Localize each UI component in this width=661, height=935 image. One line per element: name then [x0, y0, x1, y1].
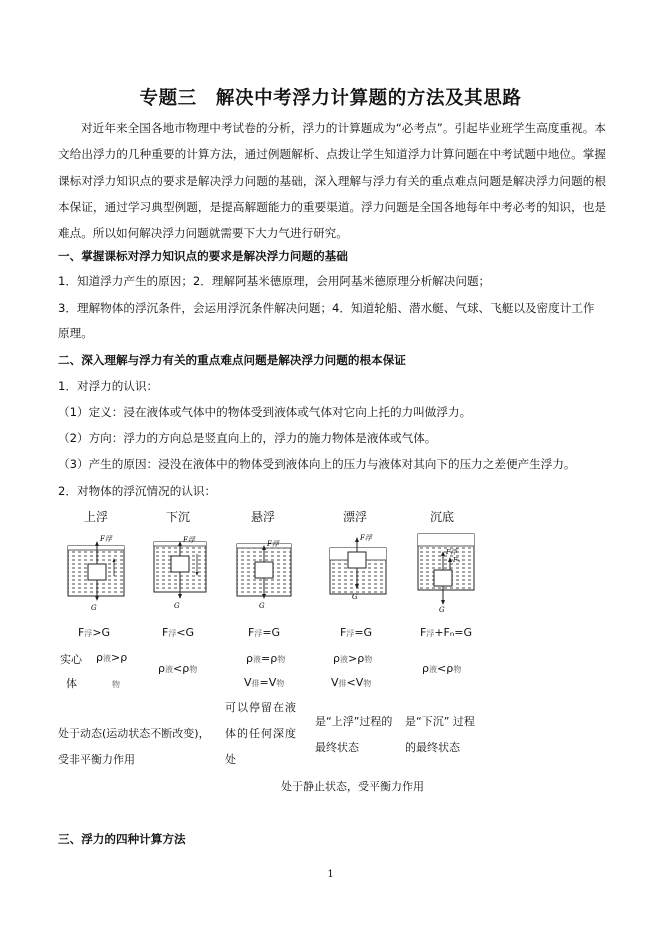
suspend-g-label: G [259, 602, 265, 610]
density-float: ρ液>ρ物 [333, 652, 373, 665]
force-suspend: F浮=G [248, 626, 281, 639]
bottom-g-label: G [439, 606, 445, 612]
section2-item1: 1．对浮力的认识： [58, 379, 159, 393]
volume-suspend: V排=V物 [244, 676, 285, 689]
definition-line: （1）定义：浸在液体或气体中的物体受到液体或气体对它向上托的力叫做浮力。 [58, 405, 472, 419]
float-f-label: F浮 [360, 534, 372, 542]
note-suspend-3: 处 [225, 753, 236, 766]
state-label-suspend: 悬浮 [250, 510, 275, 524]
density-rise: ρ液>ρ [96, 651, 128, 664]
bottom-fn-label: Fₙ [453, 556, 461, 564]
cause-line: （3）产生的原因：浸没在液体中的物体受到液体向上的压力与液体对其向下的压力之差便产生浮力。 [58, 457, 576, 471]
section2-item2: 2．对物体的浮沉情况的认识： [58, 484, 217, 498]
state-label-sink: 下沉 [165, 510, 190, 524]
note-dynamic-2: 受非平衡力作用 [58, 753, 135, 766]
section2-heading: 二、深入理解与浮力有关的重点难点问题是解决浮力问题的根本保证 [58, 353, 406, 367]
force-float: F浮=G [340, 626, 373, 639]
note-suspend-1: 可以停留在液 [225, 701, 297, 714]
force-bottom: F浮+Fₙ=G [420, 626, 472, 639]
note-bottom-1: 是“下沉” 过程 [405, 715, 475, 728]
sink-diagram [150, 530, 214, 612]
section1-line2: 3．理解物体的浮沉条件，会运用浮沉条件解决问题；4．知道轮船、潜水艇、气球、飞艇以及密度计工作 [58, 301, 595, 315]
volume-float: V排<V物 [331, 676, 372, 689]
density-sink: ρ液<ρ物 [158, 662, 198, 675]
note-dynamic-1: 处于动态(运动状态不断改变)， [58, 727, 210, 740]
bottom-diagram [414, 530, 480, 612]
rise-g-label: G [91, 604, 97, 612]
note-bottom-2: 的最终状态 [405, 741, 460, 754]
bottom-f-label: F浮 [446, 548, 458, 556]
state-label-bottom: 沉底 [429, 510, 454, 524]
sink-g-label: G [174, 602, 180, 610]
page-title: 专题三 解决中考浮力计算题的方法及其思路 [139, 88, 522, 109]
state-label-float: 漂浮 [342, 510, 367, 524]
density-suspend: ρ液=ρ物 [246, 652, 286, 665]
suspend-diagram [235, 530, 299, 612]
rise-f-label: F浮 [100, 535, 112, 543]
section3-heading: 三、浮力的四种计算方法 [58, 832, 186, 846]
density-bottom: ρ液<ρ物 [422, 662, 462, 675]
force-rise: F浮>G [78, 626, 111, 639]
force-sink: F浮<G [162, 626, 195, 639]
note-static: 处于静止状态，受平衡力作用 [281, 780, 424, 793]
density-rise-sub: 物 [112, 680, 120, 689]
note-float-2: 最终状态 [315, 741, 359, 754]
state-label-rise: 上浮 [83, 510, 108, 524]
section1-line3: 原理。 [58, 326, 93, 340]
label-ti: 体 [66, 677, 77, 690]
note-suspend-2: 体的任何深度 [225, 727, 297, 740]
float-diagram [326, 530, 392, 612]
label-shixin: 实心 [60, 653, 82, 666]
note-float-1: 是“上浮”过程的 [315, 715, 393, 728]
section1-heading: 一、掌握课标对浮力知识点的要求是解决浮力问题的基础 [58, 249, 348, 263]
float-g-label: G [352, 593, 358, 601]
page-number: 1 [327, 869, 334, 880]
suspend-f-label: F浮 [267, 540, 279, 548]
section1-line1: 1．知道浮力产生的原因；2．理解阿基米德原理，会用阿基米德原理分析解决问题； [58, 274, 491, 288]
intro-paragraph: 对近年来全国各地市物理中考试卷的分析，浮力的计算题成为“必考点”。引起毕业班学生高度重视。本文给出浮力的几种重要的计算方法，通过例题解析、点拨让学生知道浮力计算问题在中考试题中地位。掌握课标对浮力知识点的要求是解决浮力问题的基础，深入理解与浮力有关的重点难点问题是解决浮力问题的根本保证，通过学习典型例题，是提高解题能力的重要渠道。浮力问题是全国各地每年中考必考的知识，也是难点。所以如何解决浮力问题就需要下大力气进行研究。 [58, 121, 606, 241]
sink-f-label: F浮 [183, 536, 195, 544]
rise-diagram [66, 530, 130, 612]
direction-line: （2）方向：浮力的方向总是竖直向上的，浮力的施力物体是液体或气体。 [58, 431, 437, 445]
